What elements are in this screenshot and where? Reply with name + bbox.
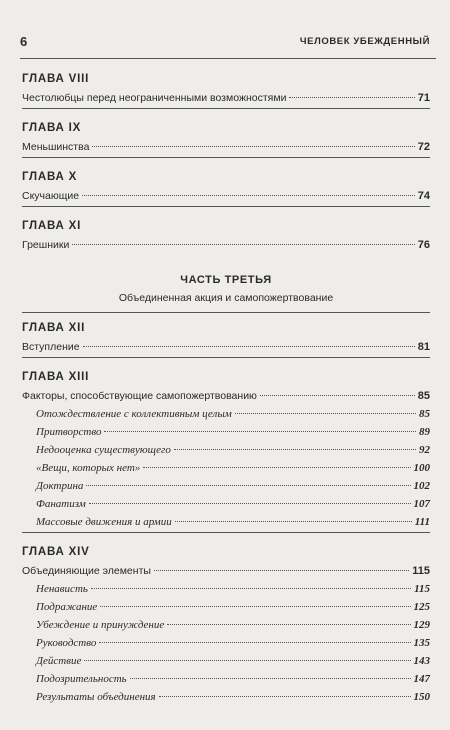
entry-title: Фанатизм [36, 498, 86, 510]
leader-dots [159, 696, 411, 697]
part-subtitle: Объединенная акция и самопожертвование [118, 292, 334, 304]
chapter-label: ГЛАВА IX [22, 122, 82, 134]
leader-dots [143, 467, 410, 468]
toc-entry[interactable] [22, 390, 430, 403]
entry-title: Доктрина [36, 480, 84, 492]
entry-title: Действие [36, 655, 82, 667]
toc-subentry[interactable] [22, 601, 430, 614]
entry-page: 85 [417, 390, 430, 402]
entry-title: Руководство [36, 637, 97, 649]
entry-title: Скучающие [22, 190, 80, 202]
divider [22, 532, 430, 533]
leader-dots [104, 431, 416, 432]
chapter-label: ГЛАВА VIII [22, 73, 90, 85]
entry-title: Результаты объединения [36, 691, 156, 703]
toc-subentry[interactable] [22, 619, 430, 632]
entry-page: 71 [417, 92, 430, 104]
divider [22, 157, 430, 158]
toc-entry[interactable] [22, 141, 430, 154]
entry-title: Ненависть [36, 583, 88, 595]
entry-page: 115 [412, 565, 430, 577]
chapter-label: ГЛАВА X [22, 171, 78, 183]
leader-dots [86, 485, 410, 486]
toc-entry[interactable] [22, 92, 430, 105]
toc-subentry[interactable] [22, 408, 430, 421]
leader-dots [154, 570, 409, 571]
toc-subentry[interactable] [22, 480, 430, 493]
leader-dots [99, 642, 410, 643]
entry-page: 100 [413, 462, 430, 474]
leader-dots [82, 195, 415, 196]
entry-page: 72 [417, 141, 430, 153]
entry-title: Убеждение и принуждение [36, 619, 165, 631]
entry-page: 74 [417, 190, 430, 202]
entry-page: 89 [419, 426, 430, 438]
header-rule [20, 58, 436, 59]
leader-dots [72, 244, 414, 245]
entry-page: 111 [414, 516, 430, 528]
leader-dots [89, 503, 411, 504]
leader-dots [92, 146, 414, 147]
divider [22, 108, 430, 109]
toc-subentry[interactable] [22, 655, 430, 668]
leader-dots [130, 678, 411, 679]
divider [22, 312, 430, 313]
leader-dots [100, 606, 410, 607]
toc-entry[interactable] [22, 239, 430, 252]
toc-subentry[interactable] [22, 426, 430, 439]
toc-entry[interactable] [22, 565, 430, 578]
entry-title: Подозрительность [36, 673, 127, 685]
toc-subentry[interactable] [22, 444, 430, 457]
entry-title: Притворство [36, 426, 102, 438]
toc-subentry[interactable] [22, 691, 430, 704]
toc-subentry[interactable] [22, 673, 430, 686]
entry-page: 125 [413, 601, 430, 613]
toc-subentry[interactable] [22, 516, 430, 529]
toc-subentry[interactable] [22, 637, 430, 650]
chapter-label: ГЛАВА XII [22, 322, 86, 334]
entry-title: Меньшинства [22, 141, 90, 153]
entry-page: 92 [419, 444, 430, 456]
leader-dots [84, 660, 410, 661]
entry-page: 102 [413, 480, 430, 492]
entry-title: Отождествление с коллективным целым [36, 408, 232, 420]
entry-page: 150 [413, 691, 430, 703]
toc-entry[interactable] [22, 341, 430, 354]
entry-title: Честолюбцы перед неограниченными возможностями [22, 92, 287, 104]
entry-title: Факторы, способствующие самопожертвованию [22, 390, 257, 402]
part-title: ЧАСТЬ ТРЕТЬЯ [180, 274, 272, 286]
table-of-contents [22, 72, 430, 704]
leader-dots [260, 395, 415, 396]
entry-page: 85 [419, 408, 430, 420]
entry-title: Недооценка существующего [36, 444, 171, 456]
leader-dots [83, 346, 415, 347]
entry-page: 76 [417, 239, 430, 251]
chapter-label: ГЛАВА XIII [22, 371, 90, 383]
leader-dots [235, 413, 416, 414]
leader-dots [175, 521, 412, 522]
entry-title: Вступление [22, 341, 80, 353]
chapter-label: ГЛАВА XIV [22, 546, 90, 558]
leader-dots [174, 449, 416, 450]
entry-page: 147 [413, 673, 430, 685]
divider [22, 357, 430, 358]
toc-subentry[interactable] [22, 583, 430, 596]
entry-page: 115 [414, 583, 430, 595]
entry-title: Массовые движения и армии [36, 516, 172, 528]
toc-subentry[interactable] [22, 462, 430, 475]
leader-dots [91, 588, 411, 589]
divider [22, 206, 430, 207]
entry-page: 107 [413, 498, 430, 510]
running-title: ЧЕЛОВЕК УБЕЖДЕННЫЙ [299, 36, 430, 47]
entry-page: 143 [413, 655, 430, 667]
leader-dots [167, 624, 410, 625]
entry-page: 135 [413, 637, 430, 649]
entry-title: Объединяющие элементы [22, 565, 151, 577]
entry-title: Подражание [36, 601, 98, 613]
toc-entry[interactable] [22, 190, 430, 203]
leader-dots [289, 97, 414, 98]
entry-title: Грешники [22, 239, 70, 251]
entry-page: 81 [417, 341, 430, 353]
entry-title: «Вещи, которых нет» [36, 462, 141, 474]
toc-subentry[interactable] [22, 498, 430, 511]
entry-page: 129 [413, 619, 430, 631]
page-number: 6 [20, 34, 28, 49]
chapter-label: ГЛАВА XI [22, 220, 82, 232]
